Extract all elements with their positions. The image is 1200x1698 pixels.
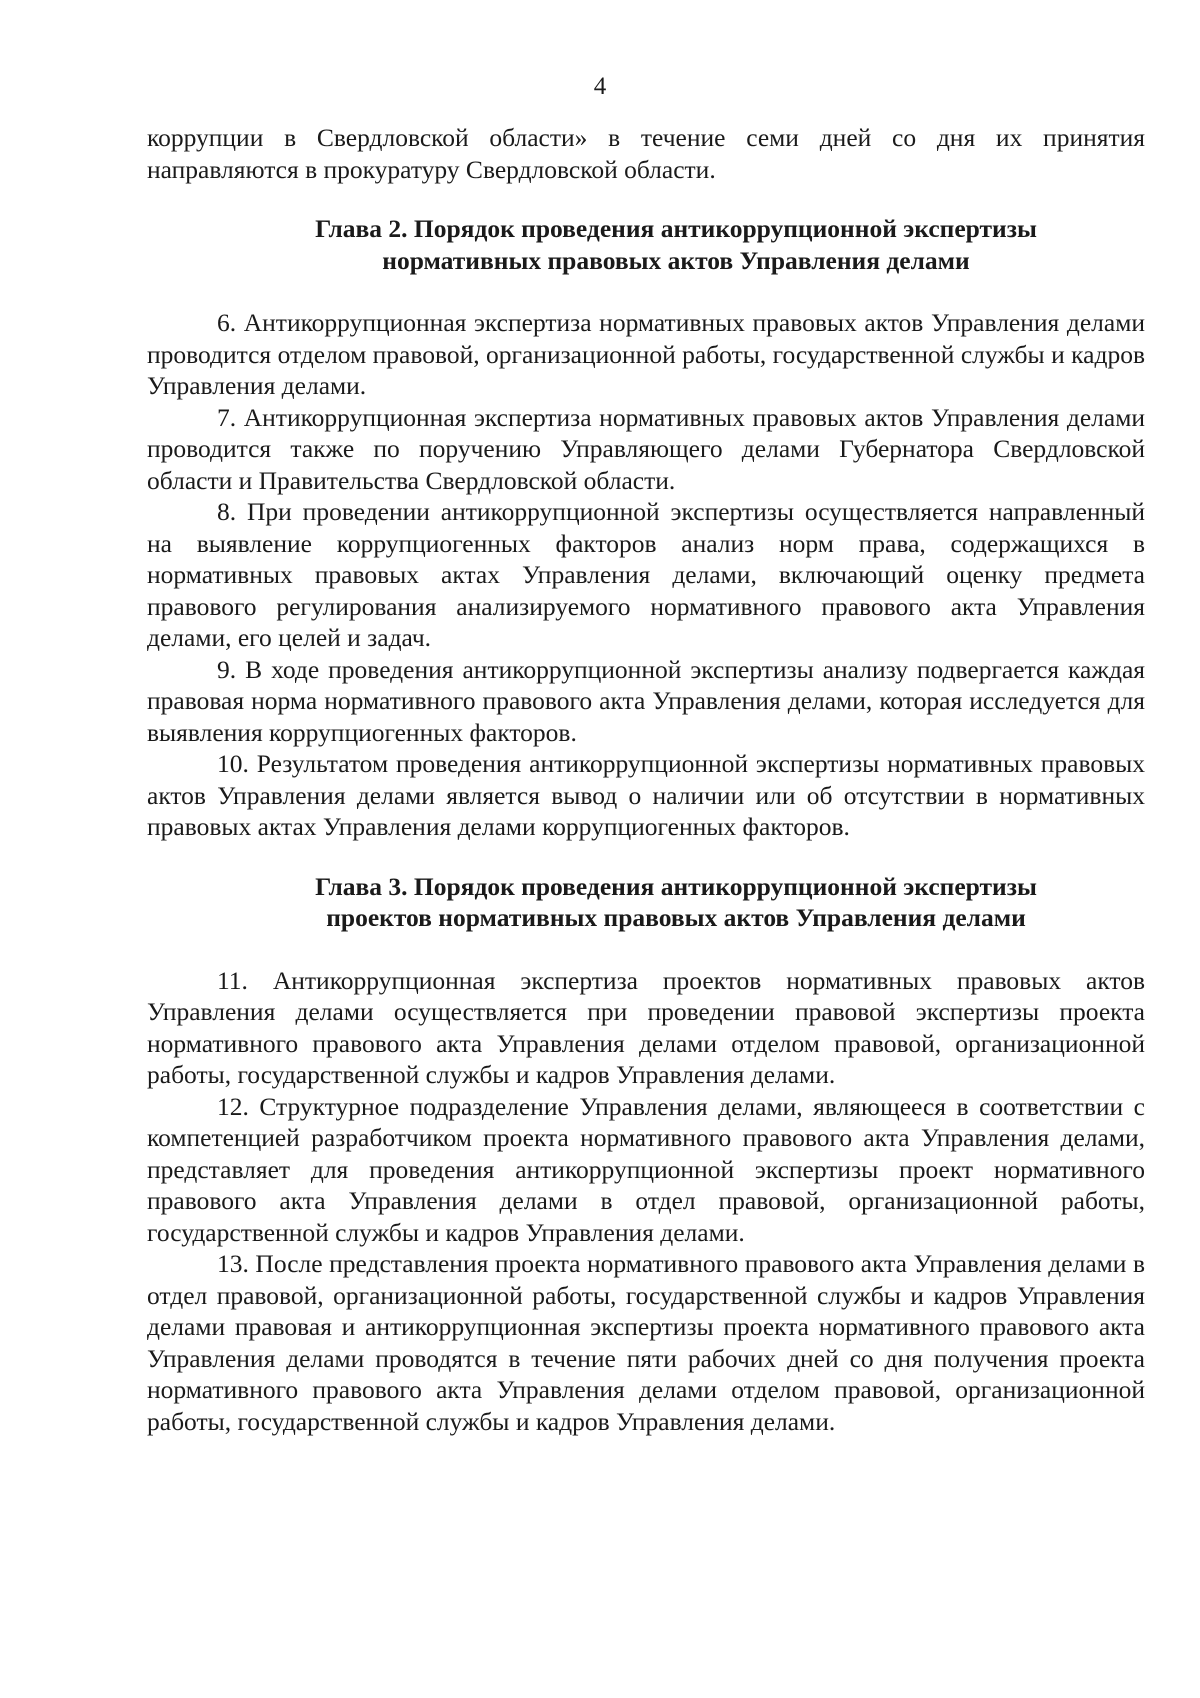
paragraph-7: 7. Антикоррупционная экспертиза нормативных правовых актов Управления делами проводится также по поручению Управляющего делами Губернатора Свердловской области и Правительства Свердловской области.: [147, 402, 1145, 495]
chapter-2-heading: [147, 213, 1145, 276]
paragraph-9: 9. В ходе проведения антикоррупционной экспертизы анализу подвергается каждая правовая норма нормативного правового акта Управления делами, которая исследуется для выявления коррупциогенных факторов.: [147, 654, 1145, 747]
paragraph-13: 13. После представления проекта нормативного правового акта Управления делами в отдел правовой, организационной работы, государственной службы и кадров Управления делами правовая и антикоррупционная экспертизы проекта нормативного правового акта Управления делами проводятся в течение пяти рабочих дней со дня получения проекта нормативного правового акта Управления делами отделом правовой, организационной работы, государственной службы и кадров Управления делами.: [147, 1249, 1145, 1436]
page-number: 4: [593, 73, 607, 100]
spacer: [147, 843, 1145, 871]
paragraph-11: 11. Антикоррупционная экспертиза проектов нормативных правовых актов Управления делами осуществляется при проведении правовой экспертизы проекта нормативного правового акта Управления делами отделом правовой, организационной работы, государственной службы и кадров Управления делами.: [147, 965, 1145, 1089]
chapter-2-heading-line-2: нормативных правовых актов Управления делами: [382, 245, 970, 275]
paragraph-8: 8. При проведении антикоррупционной экспертизы осуществляется направленный на выявление коррупциогенных факторов анализ норм права, содержащихся в нормативных правовых актах Управления делами, включающий оценку предмета правового регулирования анализируемого нормативного правового акта Управления делами, его целей и задач.: [147, 497, 1145, 652]
chapter-2-heading-line-1: Глава 2. Порядок проведения антикоррупционной экспертизы: [315, 214, 1037, 243]
paragraph-12: 12. Структурное подразделение Управления делами, являющееся в соответствии с компетенцией разработчиком проекта нормативного правового акта Управления делами, представляет для проведения антикоррупционной экспертизы проект нормативного правового акта Управления делами в отдел правовой, организационной работы, государственной службы и кадров Управления делами.: [147, 1091, 1145, 1247]
chapter-3-heading: [147, 871, 1145, 934]
intro-paragraph: коррупции в Свердловской области» в течение семи дней со дня их принятия направляются в прокуратуру Свердловской области.: [147, 123, 1145, 184]
paragraph-10: 10. Результатом проведения антикоррупционной экспертизы нормативных правовых актов Управления делами является вывод о наличии или об отсутствии в нормативных правовых актах Управления делами коррупциогенных факторов.: [147, 749, 1145, 841]
spacer: [147, 276, 1145, 307]
paragraph-6: 6. Антикоррупционная экспертиза нормативных правовых актов Управления делами проводится отделом правовой, организационной работы, государственной службы и кадров Управления делами.: [147, 308, 1145, 400]
spacer: [147, 934, 1145, 965]
chapter-3-heading-line-1: Глава 3. Порядок проведения антикоррупционной экспертизы: [315, 871, 1037, 901]
document-body: [147, 122, 1145, 1437]
spacer: [147, 185, 1145, 213]
chapter-3-heading-line-2: проектов нормативных правовых актов Управления делами: [326, 903, 1026, 932]
